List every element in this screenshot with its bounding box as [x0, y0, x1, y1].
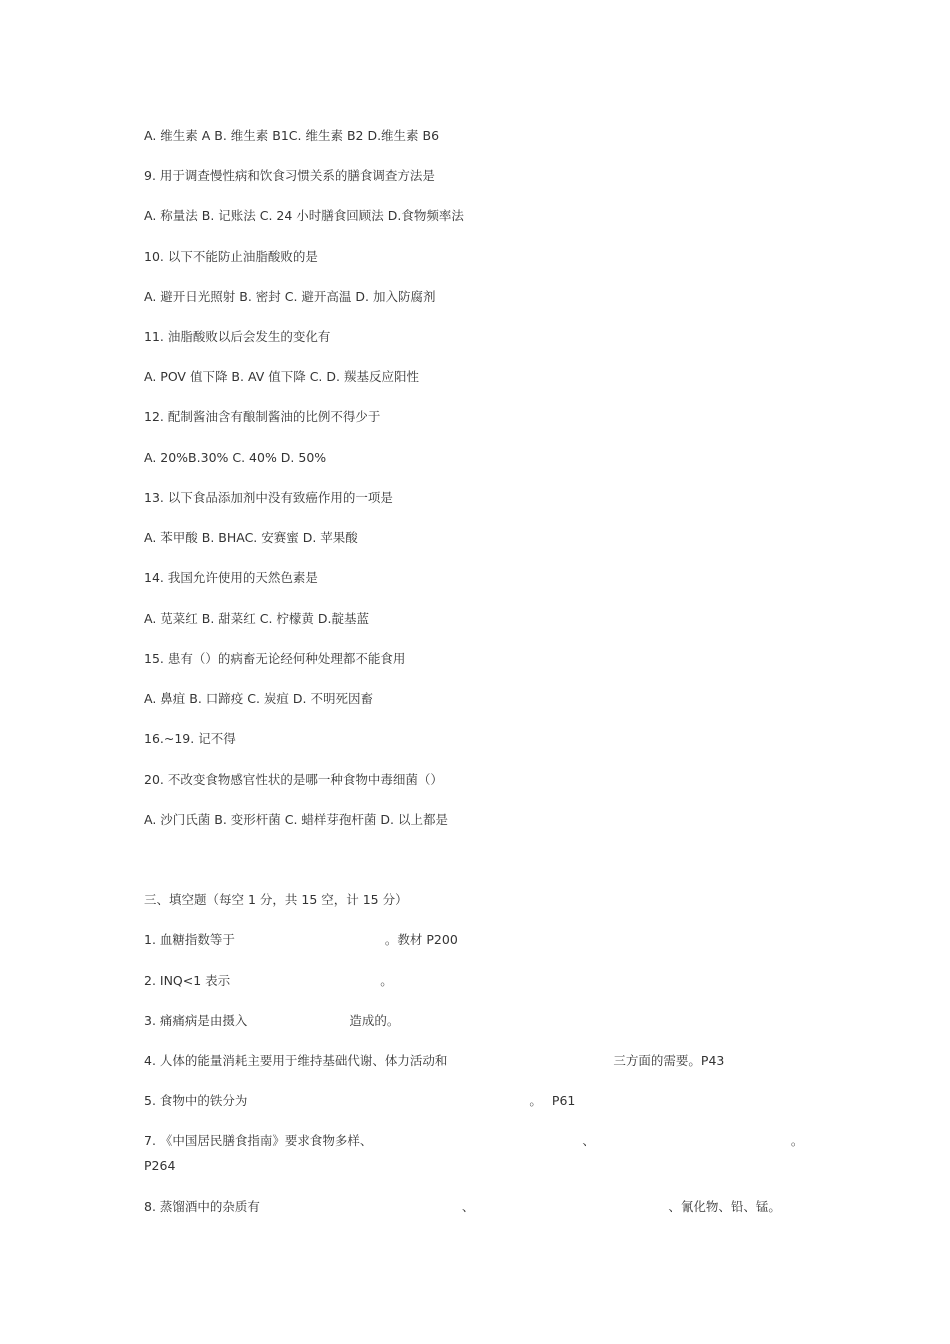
- question-13: 13. 以下食品添加剂中没有致癌作用的一项是: [144, 490, 393, 505]
- fill-question-8: [144, 1199, 781, 1215]
- question-14-options: A. 苋菜红 B. 甜菜红 C. 柠檬黄 D.靛基蓝: [144, 611, 369, 626]
- fill-question-5-suffix: 。: [529, 1093, 542, 1108]
- fill-question-5-page-ref: P61: [551, 1093, 576, 1108]
- fill-question-2: [144, 973, 393, 989]
- fill-question-7-page-ref: P264: [144, 1158, 176, 1173]
- fill-question-1: [144, 932, 458, 948]
- question-15: 15. 患有（）的病畜无论经何种处理都不能食用: [144, 651, 406, 666]
- question-11-options: A. POV 值下降 B. AV 值下降 C. D. 羰基反应阳性: [144, 369, 419, 384]
- question-9-options: A. 称量法 B. 记账法 C. 24 小时膳食回顾法 D.食物频率法: [144, 208, 464, 223]
- question-10-options: A. 避开日光照射 B. 密封 C. 避开高温 D. 加入防腐剂: [144, 289, 436, 304]
- fill-question-4-suffix: 三方面的需要。P43: [613, 1053, 725, 1068]
- question-12: 12. 配制酱油含有酿制酱油的比例不得少于: [144, 409, 381, 424]
- fill-question-3-text: 3. 痛痛病是由摄入: [144, 1013, 248, 1028]
- fill-question-7: [144, 1133, 803, 1149]
- question-20: 20. 不改变食物感官性状的是哪一种食物中毒细菌（）: [144, 772, 443, 787]
- question-13-options: A. 苯甲酸 B. BHAC. 安赛蜜 D. 苹果酸: [144, 530, 358, 545]
- fill-question-4: [144, 1053, 724, 1069]
- section-3-heading: 三、填空题（每空 1 分，共 15 空，计 15 分）: [144, 892, 408, 907]
- fill-question-5-text: 5. 食物中的铁分为: [144, 1093, 248, 1108]
- question-9: 9. 用于调查慢性病和饮食习惯关系的膳食调查方法是: [144, 168, 435, 183]
- fill-question-5: [144, 1093, 575, 1109]
- fill-question-8-suffix: 、氰化物、铅、锰。: [668, 1199, 781, 1214]
- fill-question-7-suffix: 。: [790, 1133, 804, 1148]
- fill-question-8-sep: 、: [461, 1199, 475, 1214]
- fill-question-8-text: 8. 蒸馏酒中的杂质有: [144, 1199, 260, 1214]
- question-14: 14. 我国允许使用的天然色素是: [144, 570, 318, 585]
- fill-question-2-suffix: 。: [380, 973, 393, 988]
- question-12-options: A. 20%B.30% C. 40% D. 50%: [144, 450, 327, 465]
- fill-question-2-text: 2. INQ<1 表示: [144, 973, 231, 988]
- question-11: 11. 油脂酸败以后会发生的变化有: [144, 329, 331, 344]
- fill-question-1-text: 1. 血糖指数等于: [144, 932, 235, 947]
- fill-question-4-text: 4. 人体的能量消耗主要用于维持基础代谢、体力活动和: [144, 1053, 448, 1068]
- fill-question-7-text: 7. 《中国居民膳食指南》要求食物多样、: [144, 1133, 373, 1148]
- fill-question-7-sep: 、: [582, 1133, 595, 1148]
- question-15-options: A. 鼻疽 B. 口蹄疫 C. 炭疽 D. 不明死因畜: [144, 691, 373, 706]
- fill-question-3-suffix: 造成的。: [349, 1013, 400, 1028]
- question-10: 10. 以下不能防止油脂酸败的是: [144, 249, 318, 264]
- fill-question-1-suffix: 。教材 P200: [384, 932, 458, 947]
- question-20-options: A. 沙门氏菌 B. 变形杆菌 C. 蜡样芽孢杆菌 D. 以上都是: [144, 812, 448, 827]
- question-16-19: 16.~19. 记不得: [144, 731, 236, 746]
- fill-question-3: [144, 1013, 399, 1029]
- question-8-options: A. 维生素 A B. 维生素 B1C. 维生素 B2 D.维生素 B6: [144, 128, 440, 143]
